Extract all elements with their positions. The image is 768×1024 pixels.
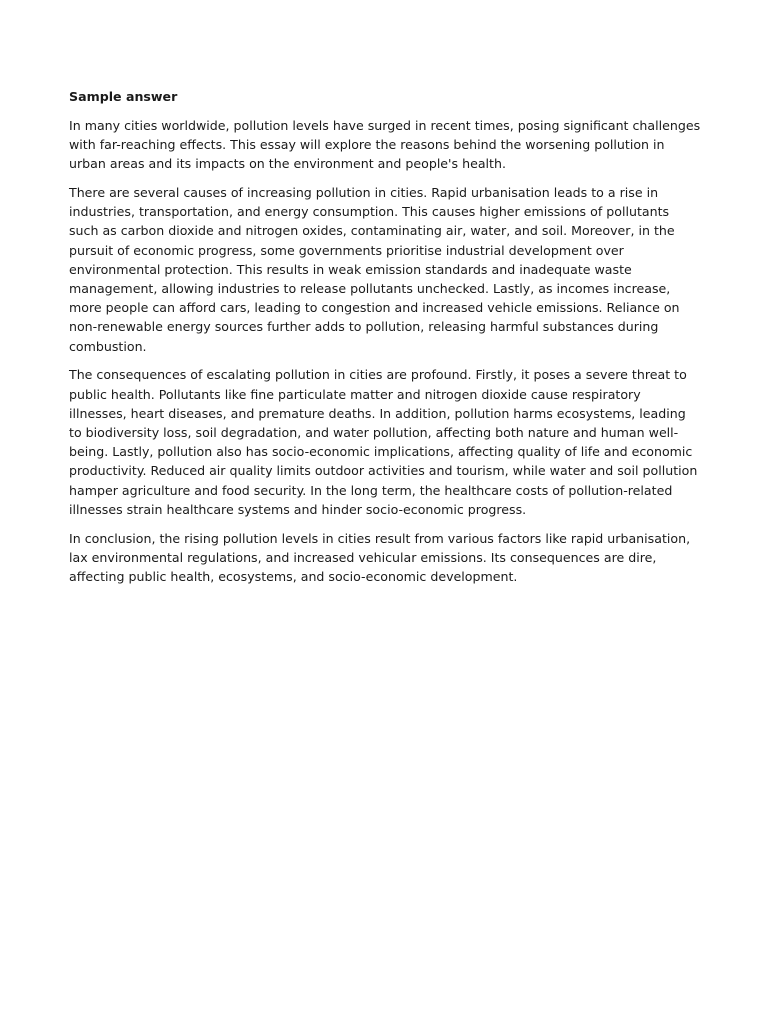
paragraph-causes: There are several causes of increasing pollution in cities. Rapid urbanisation leads to a rise in industries, transportation, and energy consumption. This causes higher emissions of pollutants such as carbon dioxide and nitrogen oxides, contaminating air, water, and soil. Moreover, in the pursuit of economic progress, some governments prioritise industrial development over environmental protection. This results in weak emission standards and inadequate waste management, allowing industries to release pollutants unchecked. Lastly, as incomes increase, more people can afford cars, leading to congestion and increased vehicle emissions. Reliance on non-renewable energy sources further adds to pollution, releasing harmful substances during combustion. <box>69 185 680 354</box>
paragraph-conclusion: In conclusion, the rising pollution levels in cities result from various factors like rapid urbanisation, lax environmental regulations, and increased vehicular emissions. Its consequences are dire, affecting public health, ecosystems, and socio-economic development. <box>69 530 691 585</box>
paragraph-introduction: In many cities worldwide, pollution levels have surged in recent times, posing significant challenges with far-reaching effects. This essay will explore the reasons behind the worsening pollution in urban areas and its impacts on the environment and people's health. <box>69 117 701 172</box>
document-heading: Sample answer <box>69 89 178 104</box>
document-page <box>69 87 701 596</box>
paragraph-consequences: The consequences of escalating pollution in cities are profound. Firstly, it poses a severe threat to public health. Pollutants like fine particulate matter and nitrogen dioxide cause respiratory illnesses, heart diseases, and premature deaths. In addition, pollution harms ecosystems, leading to biodiversity loss, soil degradation, and water pollution, affecting both nature and human well-being. Lastly, pollution also has socio-economic implications, affecting quality of life and economic productivity. Reduced air quality limits outdoor activities and tourism, while water and soil pollution hamper agriculture and food security. In the long term, the healthcare costs of pollution-related illnesses strain healthcare systems and hinder socio-economic progress. <box>69 367 698 517</box>
